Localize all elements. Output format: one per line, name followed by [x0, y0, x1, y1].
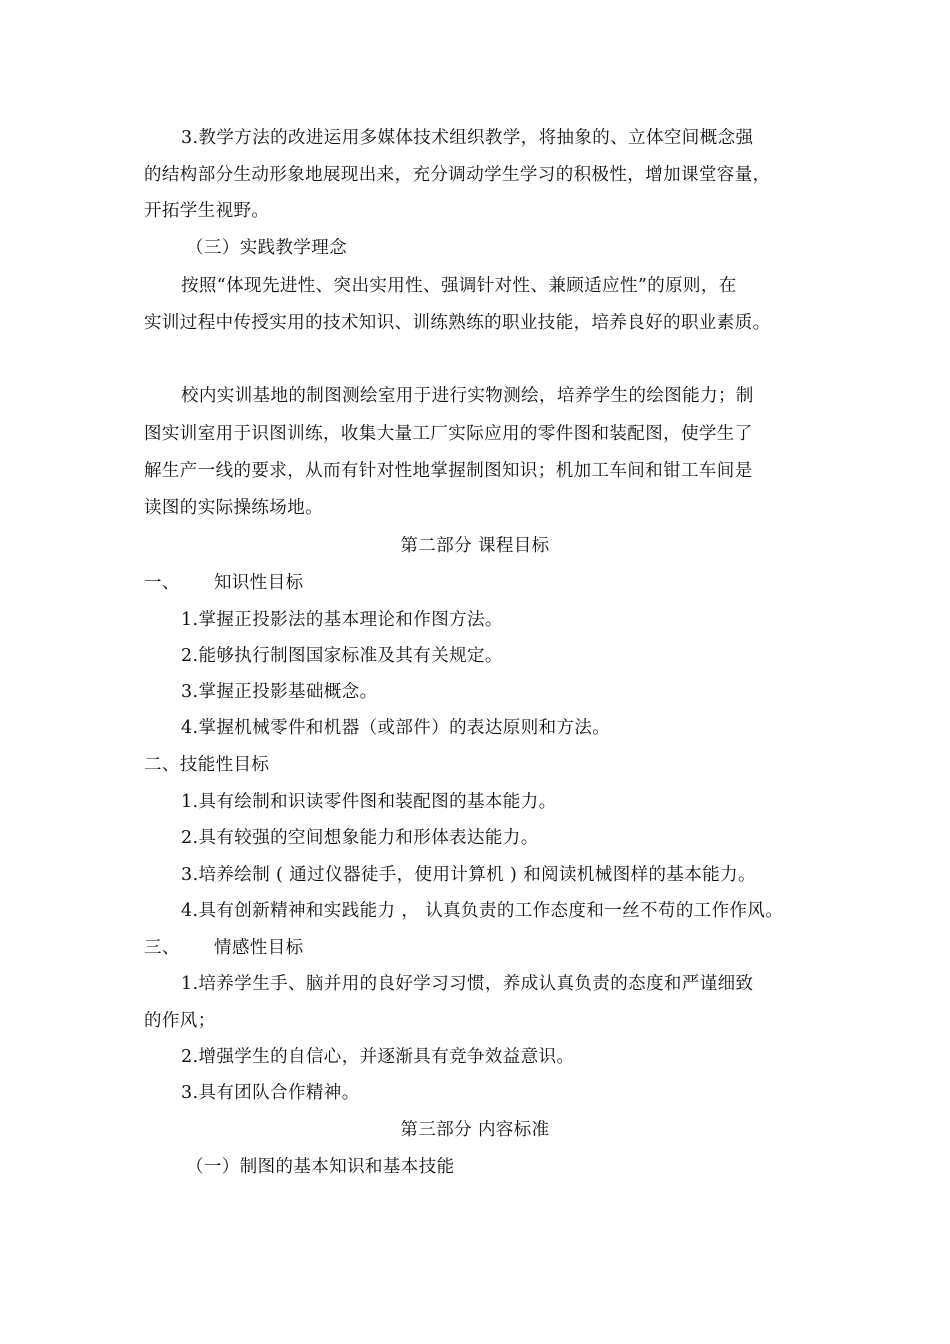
heading-number: 一、: [144, 573, 180, 593]
paragraph-line: 校内实训基地的制图测绘室用于进行实物测绘，培养学生的绘图能力；制: [181, 386, 754, 406]
section-heading: （一）制图的基本知识和基本技能: [186, 1157, 455, 1177]
paragraph-line: 读图的实际操练场地。: [144, 498, 323, 518]
subsection-heading: 二、技能性目标: [144, 755, 270, 775]
paragraph-line: 图实训室用于识图训练，收集大量工厂实际应用的零件图和装配图，使学生了: [144, 424, 753, 444]
list-item: 3.具有团队合作精神。: [181, 1083, 360, 1103]
list-item: 1.培养学生手、脑并用的良好学习习惯，养成认真负责的态度和严谨细致: [181, 974, 754, 994]
heading-text: 知识性目标: [214, 573, 304, 593]
list-item: 2.能够执行制图国家标准及其有关规定。: [181, 646, 503, 666]
paragraph-line: 3.教学方法的改进运用多媒体技术组织教学，将抽象的、立体空间概念强: [181, 128, 754, 148]
list-item: 3.掌握正投影基础概念。: [181, 682, 378, 702]
heading-text: 情感性目标: [214, 938, 304, 958]
part-title: 第三部分 内容标准: [400, 1120, 550, 1140]
list-item: 4.具有创新精神和实践能力 ， 认真负责的工作态度和一丝不苟的工作作风。: [181, 901, 784, 921]
list-item: 4.掌握机械零件和机器（或部件）的表达原则和方法。: [181, 718, 611, 738]
paragraph-line: 开拓学生视野。: [144, 201, 270, 221]
paragraph-line: 的结构部分生动形象地展现出来，充分调动学生学习的积极性，增加课堂容量，: [144, 165, 771, 185]
list-item: 3.培养绘制 ( 通过仪器徒手，使用计算机 ) 和阅读机械图样的基本能力。: [181, 865, 756, 885]
list-item-continued: 的作风；: [144, 1011, 216, 1031]
part-title: 第二部分 课程目标: [400, 536, 550, 556]
list-item: 1.掌握正投影法的基本理论和作图方法。: [181, 610, 503, 630]
list-item: 2.具有较强的空间想象能力和形体表达能力。: [181, 828, 539, 848]
paragraph-line: 按照“体现先进性、突出实用性、强调针对性、兼顾适应性”的原则，在: [181, 276, 737, 296]
subsection-heading: [144, 938, 304, 958]
subsection-heading: [144, 573, 304, 593]
heading-number: 三、: [144, 938, 180, 958]
paragraph-line: 实训过程中传授实用的技术知识、训练熟练的职业技能，培养良好的职业素质。: [144, 313, 771, 333]
paragraph-line: 解生产一线的要求，从而有针对性地掌握制图知识；机加工车间和钳工车间是: [144, 461, 753, 481]
list-item: 2.增强学生的自信心，并逐渐具有竞争效益意识。: [181, 1047, 575, 1067]
section-heading: （三）实践教学理念: [186, 238, 348, 258]
list-item: 1.具有绘制和识读零件图和装配图的基本能力。: [181, 792, 557, 812]
